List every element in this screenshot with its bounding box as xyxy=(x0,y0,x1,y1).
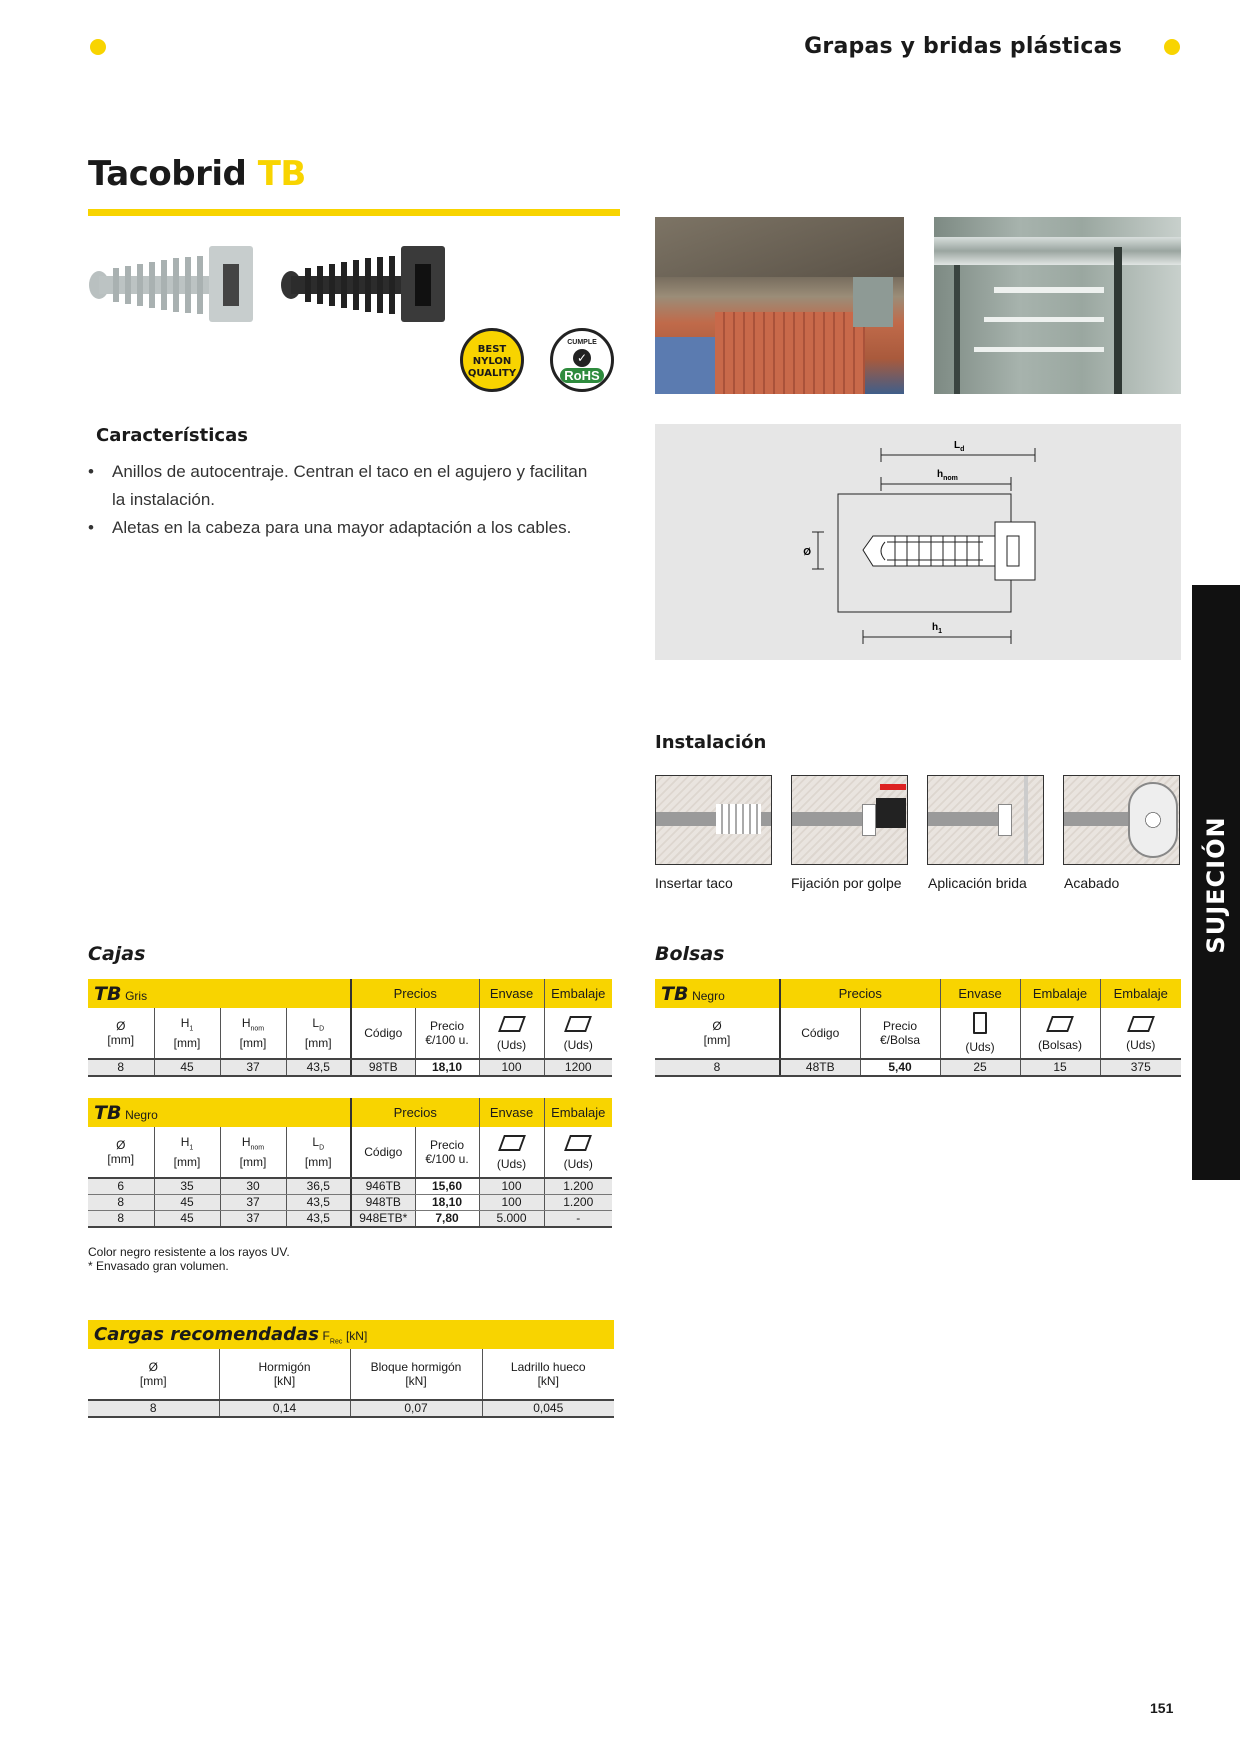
installation-step-2-image xyxy=(791,775,908,865)
carton-box-icon xyxy=(564,1135,592,1151)
table-row: 8 48TB 5,40 25 15 375 xyxy=(655,1059,1181,1076)
bolsas-title: Bolsas xyxy=(655,943,725,965)
list-item: • Anillos de autocentraje. Centran el taco en el agujero y facilitan la instalación. xyxy=(88,462,588,509)
table-row: 6 35 30 36,5 946TB 15,60 100 1.200 xyxy=(88,1178,612,1195)
list-item: • Aletas en la cabeza para una mayor adaptación a los cables. xyxy=(88,518,572,537)
installation-step-3-label: Aplicación brida xyxy=(928,875,1027,891)
diagram-ld-label: $L_d$ xyxy=(954,440,965,453)
best-nylon-quality-badge: BEST NYLON QUALITY xyxy=(460,328,524,392)
cargas-table: Cargas recomendadas $F_{Rec}$ [kN] Ø [mm] Hormigón [kN] Bloque hormigón [kN] Ladrillo hueco [kN] 8 0,14 0,07 0,045 xyxy=(88,1320,614,1418)
product-code: TB xyxy=(257,154,306,194)
header-dot-left xyxy=(90,39,106,55)
application-photo-ceiling xyxy=(655,217,904,394)
title-underline xyxy=(88,209,620,216)
rohs-text: RoHS xyxy=(560,368,603,383)
technical-diagram xyxy=(655,424,1181,660)
box-icon xyxy=(498,1016,526,1032)
installation-step-2-label: Fijación por golpe xyxy=(791,875,902,891)
cajas-gris-table: TB Gris Precios Envase Embalaje Ø [mm] $H_1$ [mm] $H_{nom}$ [mm] $L_D$ [mm] Código Precio €/100 u. (Uds) (Uds) 8 45 37 43,5 98TB 18,10 100 1200 xyxy=(88,979,612,1077)
section-title: Grapas y bridas plásticas xyxy=(804,34,1122,59)
gray-plug-image xyxy=(89,246,253,322)
carton-box-icon xyxy=(1127,1016,1155,1032)
characteristics-list xyxy=(88,458,588,542)
cajas-title: Cajas xyxy=(88,943,146,965)
side-section-tab xyxy=(1192,585,1240,1180)
rohs-top-text: CUMPLE xyxy=(567,339,597,346)
installation-steps xyxy=(655,775,1185,895)
table-row: 8 45 37 43,5 948ETB* 7,80 5.000 - xyxy=(88,1211,612,1228)
installation-step-4-image xyxy=(1063,775,1180,865)
installation-step-4-label: Acabado xyxy=(1064,875,1120,891)
header-dot-right xyxy=(1164,39,1180,55)
diagram-hnom-label: $h_{nom}$ xyxy=(937,469,958,482)
product-title xyxy=(88,154,306,194)
installation-step-3-image xyxy=(927,775,1044,865)
table-row: 8 45 37 43,5 948TB 18,10 100 1.200 xyxy=(88,1195,612,1211)
product-image xyxy=(85,240,465,325)
side-tab-label: SUJECIÓN xyxy=(1202,816,1230,954)
application-photo-cables xyxy=(934,217,1181,394)
cajas-negro-table: TB Negro Precios Envase Embalaje Ø [mm] $H_1$ [mm] $H_{nom}$ [mm] $L_D$ [mm] Código Precio €/100 u. (Uds) (Uds) 6 35 30 36,5 946TB 15,60 100 1.200 8 45 37 43,5 948TB 18,10 100 1.200 8 45 37 43,5 948ETB* 7,80 5.000 - xyxy=(88,1098,612,1228)
rohs-check-icon: ✓ xyxy=(573,349,591,367)
installation-title: Instalación xyxy=(655,732,767,753)
product-name: Tacobrid xyxy=(88,154,247,194)
installation-step-1-image xyxy=(655,775,772,865)
box-icon xyxy=(1046,1016,1074,1032)
carton-box-icon xyxy=(564,1016,592,1032)
table-row: 8 0,14 0,07 0,045 xyxy=(88,1400,614,1417)
diagram-h1-label: $h_1$ xyxy=(932,622,943,635)
rohs-badge xyxy=(550,328,614,392)
characteristics-title: Características xyxy=(96,425,248,446)
black-plug-image xyxy=(281,246,445,322)
diagram-dia-label: Ø xyxy=(803,547,811,558)
box-icon xyxy=(498,1135,526,1151)
cajas-notes: Color negro resistente a los rayos UV. * Envasado gran volumen. xyxy=(88,1245,290,1273)
bolsas-table: TB Negro Precios Envase Embalaje Embalaje Ø [mm] Código Precio €/Bolsa (Uds) (Bolsas) (Uds) 8 48TB 5,40 25 15 375 xyxy=(655,979,1181,1077)
page-number: 151 xyxy=(1150,1700,1174,1716)
bag-icon xyxy=(973,1012,987,1034)
cargas-title: Cargas recomendadas xyxy=(94,1323,319,1345)
installation-step-1-label: Insertar taco xyxy=(655,875,733,891)
table-header-product: TB Gris xyxy=(88,979,351,1008)
table-row: 8 45 37 43,5 98TB 18,10 100 1200 xyxy=(88,1059,612,1076)
